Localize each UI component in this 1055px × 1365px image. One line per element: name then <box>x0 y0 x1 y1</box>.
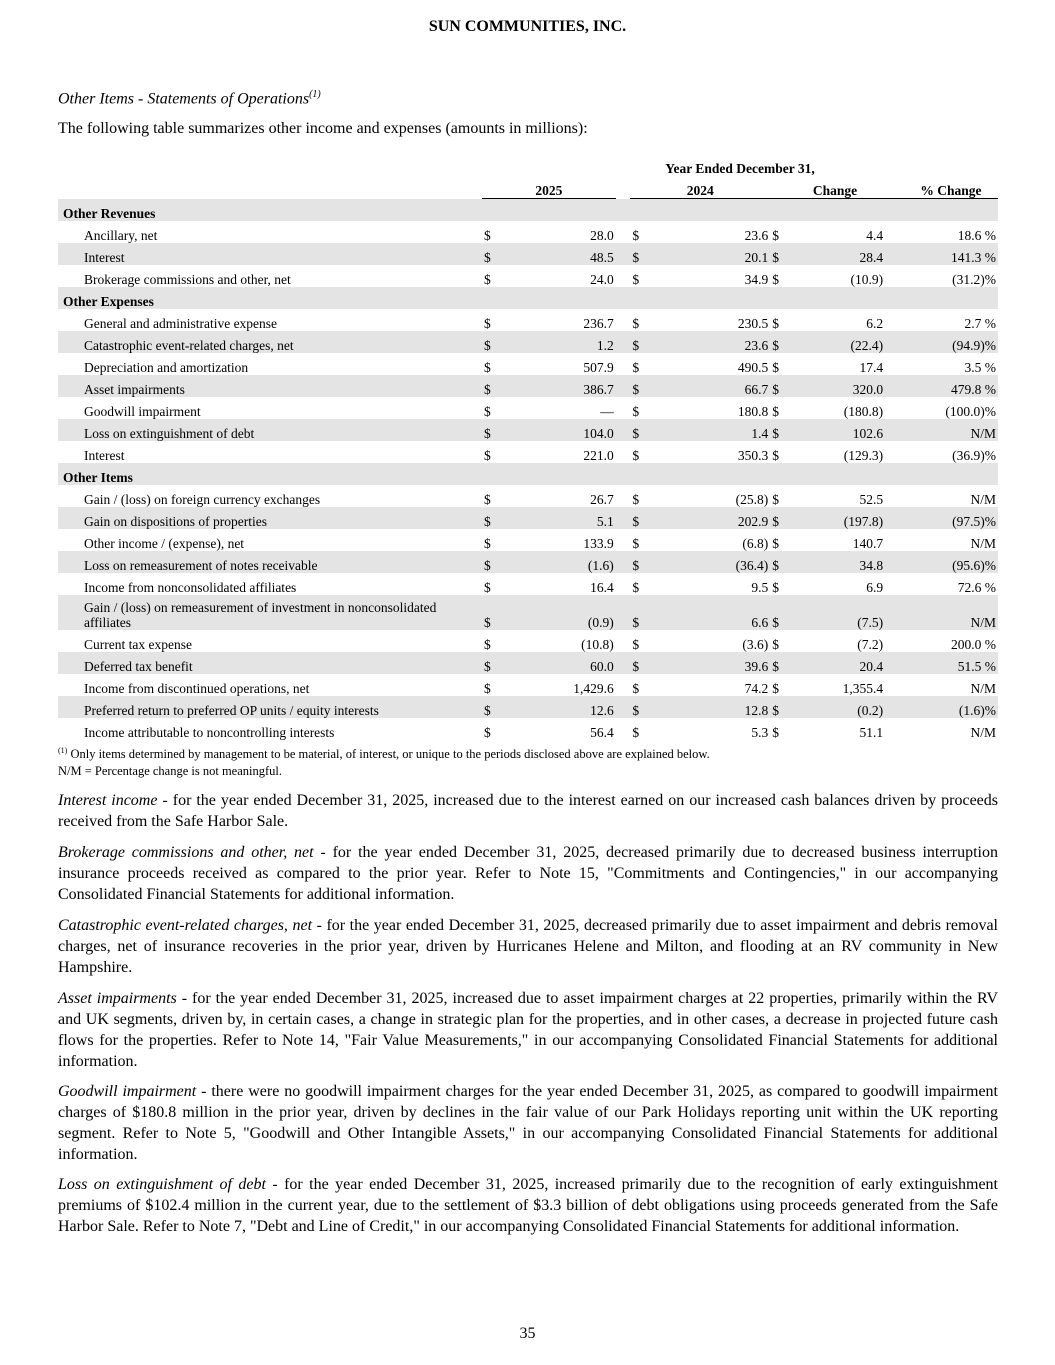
table-row <box>58 265 998 287</box>
value-2024: 202.9 <box>645 507 770 529</box>
value-2024: 23.6 <box>645 331 770 353</box>
dollar-sign: $ <box>630 595 645 630</box>
dollar-sign: $ <box>772 580 779 595</box>
value-2024: 12.8 <box>645 696 770 718</box>
table-row <box>58 630 998 652</box>
dollar-sign: $ <box>630 331 645 353</box>
value-pct-change: N/M <box>970 492 996 507</box>
explanation-text: - for the year ended December 31, 2025, increased primarily due to the recognition of early extinguishment premiums of $102.4 million in the current year, due to the settlement of $3.3 billion of debt obligations using proceeds generated from the Safe Harbor Sale. Refer to Note 7, "Debt and Line of Credit," in our accompanying Consolidated Financial Statements for additional information. <box>58 1176 998 1235</box>
row-label: Goodwill impairment <box>84 404 201 419</box>
dollar-sign: $ <box>484 637 491 652</box>
explanation-term: Brokerage commissions and other, net <box>58 844 314 861</box>
value-pct-change: N/M <box>970 536 996 551</box>
value-pct-change: 51.5 % <box>904 652 998 674</box>
value-2024: 66.7 <box>645 375 770 397</box>
value-2024: 230.5 <box>737 316 769 331</box>
value-2024: (6.8) <box>742 536 769 551</box>
dollar-sign: $ <box>770 375 785 397</box>
dollar-sign: $ <box>484 404 491 419</box>
table-row <box>58 573 998 595</box>
table-row <box>58 696 998 718</box>
value-pct-change: (31.2)% <box>952 272 996 287</box>
table-row <box>58 353 998 375</box>
table-row <box>58 243 998 265</box>
period-header: Year Ended December 31, <box>665 161 815 176</box>
section-title-footnote-marker: (1) <box>309 89 321 100</box>
dollar-sign: $ <box>632 448 640 463</box>
value-2025: 12.6 <box>497 696 616 718</box>
value-change: 6.2 <box>866 316 884 331</box>
table-row <box>58 221 998 243</box>
value-change: 17.4 <box>859 360 884 375</box>
explanation-paragraph <box>58 842 998 905</box>
value-pct-change: 479.8 % <box>904 375 998 397</box>
explanation-text: - for the year ended December 31, 2025, decreased primarily due to asset impairment and debris removal charges, net of insurance recoveries in the prior year, driven by Hurricanes Helene and Milton, and flooding at an RV community in New Hampshire. <box>58 917 998 976</box>
value-2025: (10.8) <box>581 637 614 652</box>
value-2024: 350.3 <box>737 448 769 463</box>
value-2025: 386.7 <box>497 375 616 397</box>
table-row <box>58 375 998 397</box>
other-items-table <box>58 156 998 740</box>
table-header-period-row <box>58 156 998 176</box>
value-2025: 1,429.6 <box>573 681 614 696</box>
dollar-sign: $ <box>484 536 491 551</box>
explanation-paragraph <box>58 790 998 832</box>
value-2025: 48.5 <box>497 243 616 265</box>
explanation-paragraph <box>58 988 998 1072</box>
row-label: Gain / (loss) on foreign currency exchanges <box>84 492 321 507</box>
value-2024: 39.6 <box>645 652 770 674</box>
dollar-sign: $ <box>484 681 491 696</box>
section-row <box>58 199 998 222</box>
dollar-sign: $ <box>772 316 779 331</box>
row-label: Deferred tax benefit <box>58 652 472 674</box>
value-2025: 16.4 <box>590 580 614 595</box>
explanation-text: - for the year ended December 31, 2025, decreased primarily due to decreased business interruption insurance proceeds received as compared to the prior year. Refer to Note 15, "Commitments and Contingencies," in our accompanying Consolidated Financial Statements for additional information. <box>58 844 999 903</box>
value-change: 320.0 <box>785 375 885 397</box>
column-header-change: Change <box>785 176 885 199</box>
column-header-2024: 2024 <box>630 176 770 199</box>
dollar-sign: $ <box>770 696 785 718</box>
row-label: Current tax expense <box>84 637 192 652</box>
value-change: (180.8) <box>843 404 884 419</box>
value-change: (129.3) <box>843 448 884 463</box>
value-pct-change: N/M <box>904 419 998 441</box>
value-pct-change: 3.5 % <box>964 360 996 375</box>
dollar-sign: $ <box>772 272 779 287</box>
dollar-sign: $ <box>632 536 640 551</box>
dollar-sign: $ <box>772 448 779 463</box>
footnote-2: N/M = Percentage change is not meaningful. <box>58 764 282 778</box>
row-label: Gain on dispositions of properties <box>58 507 472 529</box>
row-label: Depreciation and amortization <box>84 360 249 375</box>
section-row <box>58 287 998 309</box>
dollar-sign: $ <box>484 316 491 331</box>
dollar-sign: $ <box>630 507 645 529</box>
row-label: Ancillary, net <box>84 228 158 243</box>
value-pct-change: 18.6 % <box>957 228 996 243</box>
dollar-sign: $ <box>630 375 645 397</box>
value-pct-change: (94.9)% <box>904 331 998 353</box>
dollar-sign: $ <box>632 316 640 331</box>
table-row <box>58 507 998 529</box>
table-row <box>58 595 998 630</box>
row-label: Brokerage commissions and other, net <box>84 272 291 287</box>
table-header-columns-row <box>58 176 998 199</box>
value-2024: 1.4 <box>645 419 770 441</box>
value-change: (7.2) <box>857 637 884 652</box>
section-title <box>58 89 321 108</box>
row-label: Gain / (loss) on remeasurement of investment in nonconsolidated affiliates <box>58 595 472 630</box>
table-row <box>58 551 998 573</box>
value-pct-change: 72.6 % <box>957 580 996 595</box>
table-row <box>58 485 998 507</box>
value-2024: 5.3 <box>751 725 769 740</box>
row-label: Income attributable to noncontrolling interests <box>84 725 335 740</box>
value-2025: 28.0 <box>590 228 614 243</box>
row-label: Asset impairments <box>58 375 472 397</box>
dollar-sign: $ <box>484 492 491 507</box>
dollar-sign: $ <box>632 681 640 696</box>
value-2024: (25.8) <box>735 492 769 507</box>
value-2024: (3.6) <box>742 637 769 652</box>
value-change: 20.4 <box>785 652 885 674</box>
value-change: 102.6 <box>785 419 885 441</box>
dollar-sign: $ <box>484 448 491 463</box>
dollar-sign: $ <box>772 725 779 740</box>
table-row <box>58 331 998 353</box>
explanation-paragraph <box>58 915 998 978</box>
footnote-1-text: Only items determined by management to be material, of interest, or unique to the periods disclosed above are explained below. <box>70 747 710 762</box>
table-row <box>58 441 998 463</box>
value-2024: 34.9 <box>744 272 769 287</box>
row-label: Catastrophic event-related charges, net <box>58 331 472 353</box>
dollar-sign: $ <box>482 595 497 630</box>
value-2025: 104.0 <box>497 419 616 441</box>
value-2024: 6.6 <box>645 595 770 630</box>
dollar-sign: $ <box>482 507 497 529</box>
row-label: General and administrative expense <box>84 316 278 331</box>
dollar-sign: $ <box>632 637 640 652</box>
value-change: (10.9) <box>850 272 884 287</box>
value-pct-change: 200.0 % <box>951 637 996 652</box>
section-label: Other Revenues <box>58 199 998 222</box>
column-header-2025: 2025 <box>482 176 616 199</box>
dollar-sign: $ <box>484 360 491 375</box>
value-change: (7.5) <box>785 595 885 630</box>
dollar-sign: $ <box>770 652 785 674</box>
value-change: 140.7 <box>852 536 884 551</box>
value-2025: 26.7 <box>590 492 614 507</box>
table-row <box>58 397 998 419</box>
footnote-1 <box>58 746 710 762</box>
value-2025: (1.6) <box>497 551 616 573</box>
explanation-term: Asset impairments <box>58 990 177 1007</box>
table-row <box>58 652 998 674</box>
dollar-sign: $ <box>482 551 497 573</box>
dollar-sign: $ <box>632 725 640 740</box>
dollar-sign: $ <box>484 580 491 595</box>
column-header-pct-change: % Change <box>904 176 998 199</box>
dollar-sign: $ <box>482 375 497 397</box>
table-row <box>58 529 998 551</box>
value-pct-change: 2.7 % <box>964 316 996 331</box>
value-change: (197.8) <box>785 507 885 529</box>
section-row <box>58 463 998 485</box>
explanation-paragraph <box>58 1174 998 1237</box>
value-2025: 1.2 <box>497 331 616 353</box>
value-change: 1,355.4 <box>842 681 884 696</box>
value-change: (0.2) <box>785 696 885 718</box>
dollar-sign: $ <box>772 360 779 375</box>
value-change: 6.9 <box>866 580 884 595</box>
page-number: 35 <box>519 1325 536 1342</box>
row-label: Loss on remeasurement of notes receivable <box>58 551 472 573</box>
explanation-paragraph <box>58 1081 998 1165</box>
dollar-sign: $ <box>482 419 497 441</box>
value-change: 28.4 <box>785 243 885 265</box>
dollar-sign: $ <box>770 419 785 441</box>
value-2025: 24.0 <box>590 272 614 287</box>
value-pct-change: (36.9)% <box>952 448 996 463</box>
dollar-sign: $ <box>770 331 785 353</box>
value-2024: (36.4) <box>645 551 770 573</box>
table-row <box>58 419 998 441</box>
explanation-term: Loss on extinguishment of debt <box>58 1176 266 1193</box>
value-2025: 221.0 <box>583 448 614 463</box>
dollar-sign: $ <box>484 228 491 243</box>
explanation-text: - there were no goodwill impairment charges for the year ended December 31, 2025, as compared to goodwill impairment charges of $180.8 million in the prior year, driven by declines in the fair value of our Park Holidays reporting unit within the UK reporting segment. Refer to Note 5, "Goodwill and Other Intangible Assets," in our accompanying Consolidated Financial Statements for additional information. <box>58 1083 998 1163</box>
dollar-sign: $ <box>772 404 779 419</box>
value-2025: (0.9) <box>497 595 616 630</box>
dollar-sign: $ <box>632 492 640 507</box>
value-2025: 236.7 <box>583 316 614 331</box>
dollar-sign: $ <box>482 243 497 265</box>
dollar-sign: $ <box>770 507 785 529</box>
dollar-sign: $ <box>632 404 640 419</box>
row-label: Interest <box>84 448 125 463</box>
row-label: Interest <box>58 243 472 265</box>
dollar-sign: $ <box>482 652 497 674</box>
explanation-term: Goodwill impairment <box>58 1083 197 1100</box>
table-row <box>58 674 998 696</box>
dollar-sign: $ <box>630 243 645 265</box>
dollar-sign: $ <box>770 243 785 265</box>
value-2024: 74.2 <box>744 681 769 696</box>
dollar-sign: $ <box>632 228 640 243</box>
value-change: 34.8 <box>785 551 885 573</box>
dollar-sign: $ <box>484 272 491 287</box>
row-label: Loss on extinguishment of debt <box>58 419 472 441</box>
value-change: (22.4) <box>785 331 885 353</box>
value-2025: 133.9 <box>583 536 614 551</box>
value-2025: 5.1 <box>497 507 616 529</box>
value-2024: 180.8 <box>737 404 769 419</box>
value-change: 52.5 <box>859 492 884 507</box>
value-pct-change: (97.5)% <box>904 507 998 529</box>
value-pct-change: 141.3 % <box>904 243 998 265</box>
dollar-sign: $ <box>632 272 640 287</box>
section-label: Other Items <box>58 463 998 485</box>
dollar-sign: $ <box>482 331 497 353</box>
value-change: 4.4 <box>866 228 884 243</box>
dollar-sign: $ <box>772 681 779 696</box>
dollar-sign: $ <box>630 419 645 441</box>
dollar-sign: $ <box>482 696 497 718</box>
dollar-sign: $ <box>772 536 779 551</box>
value-2024: 9.5 <box>751 580 769 595</box>
table-row <box>58 718 998 740</box>
explanation-term: Catastrophic event-related charges, net <box>58 917 313 934</box>
value-pct-change: (1.6)% <box>904 696 998 718</box>
dollar-sign: $ <box>772 492 779 507</box>
value-2024: 490.5 <box>737 360 769 375</box>
dollar-sign: $ <box>770 551 785 573</box>
value-pct-change: (100.0)% <box>945 404 996 419</box>
value-2024: 23.6 <box>744 228 769 243</box>
dollar-sign: $ <box>772 637 779 652</box>
explanation-text: - for the year ended December 31, 2025, increased due to the interest earned on our increased cash balances driven by proceeds received from the Safe Harbor Sale. <box>58 792 999 830</box>
value-pct-change: (95.6)% <box>904 551 998 573</box>
value-2025: 56.4 <box>590 725 614 740</box>
intro-text: The following table summarizes other income and expenses (amounts in millions): <box>58 120 588 137</box>
footnote-1-marker: (1) <box>58 746 68 755</box>
row-label: Other income / (expense), net <box>84 536 245 551</box>
dollar-sign: $ <box>630 696 645 718</box>
dollar-sign: $ <box>630 551 645 573</box>
value-2025: 507.9 <box>583 360 614 375</box>
dollar-sign: $ <box>770 595 785 630</box>
row-label: Preferred return to preferred OP units / equity interests <box>58 696 472 718</box>
section-label: Other Expenses <box>58 287 998 309</box>
explanation-term: Interest income <box>58 792 158 809</box>
explanation-text: - for the year ended December 31, 2025, increased due to asset impairment charges at 22 properties, primarily within the RV and UK segments, driven by, in certain cases, a change in strategic plan for the properties, and in other cases, a decrease in projected future cash flows for the properties. Refer to Note 14, "Fair Value Measurements," in our accompanying Consolidated Financial Statements for additional information. <box>58 990 998 1070</box>
dollar-sign: $ <box>630 652 645 674</box>
row-label: Income from discontinued operations, net <box>84 681 310 696</box>
value-pct-change: N/M <box>970 681 996 696</box>
value-change: 51.1 <box>859 725 884 740</box>
value-2024: 20.1 <box>645 243 770 265</box>
value-pct-change: N/M <box>904 595 998 630</box>
dollar-sign: $ <box>632 580 640 595</box>
table-row <box>58 309 998 331</box>
dollar-sign: $ <box>772 228 779 243</box>
row-label: Income from nonconsolidated affiliates <box>84 580 297 595</box>
dollar-sign: $ <box>484 725 491 740</box>
value-pct-change: N/M <box>970 725 996 740</box>
section-title-text: Other Items - Statements of Operations <box>58 90 310 108</box>
value-2025: 60.0 <box>497 652 616 674</box>
dollar-sign: $ <box>632 360 640 375</box>
company-name: SUN COMMUNITIES, INC. <box>428 18 627 35</box>
value-2025: — <box>600 404 614 419</box>
